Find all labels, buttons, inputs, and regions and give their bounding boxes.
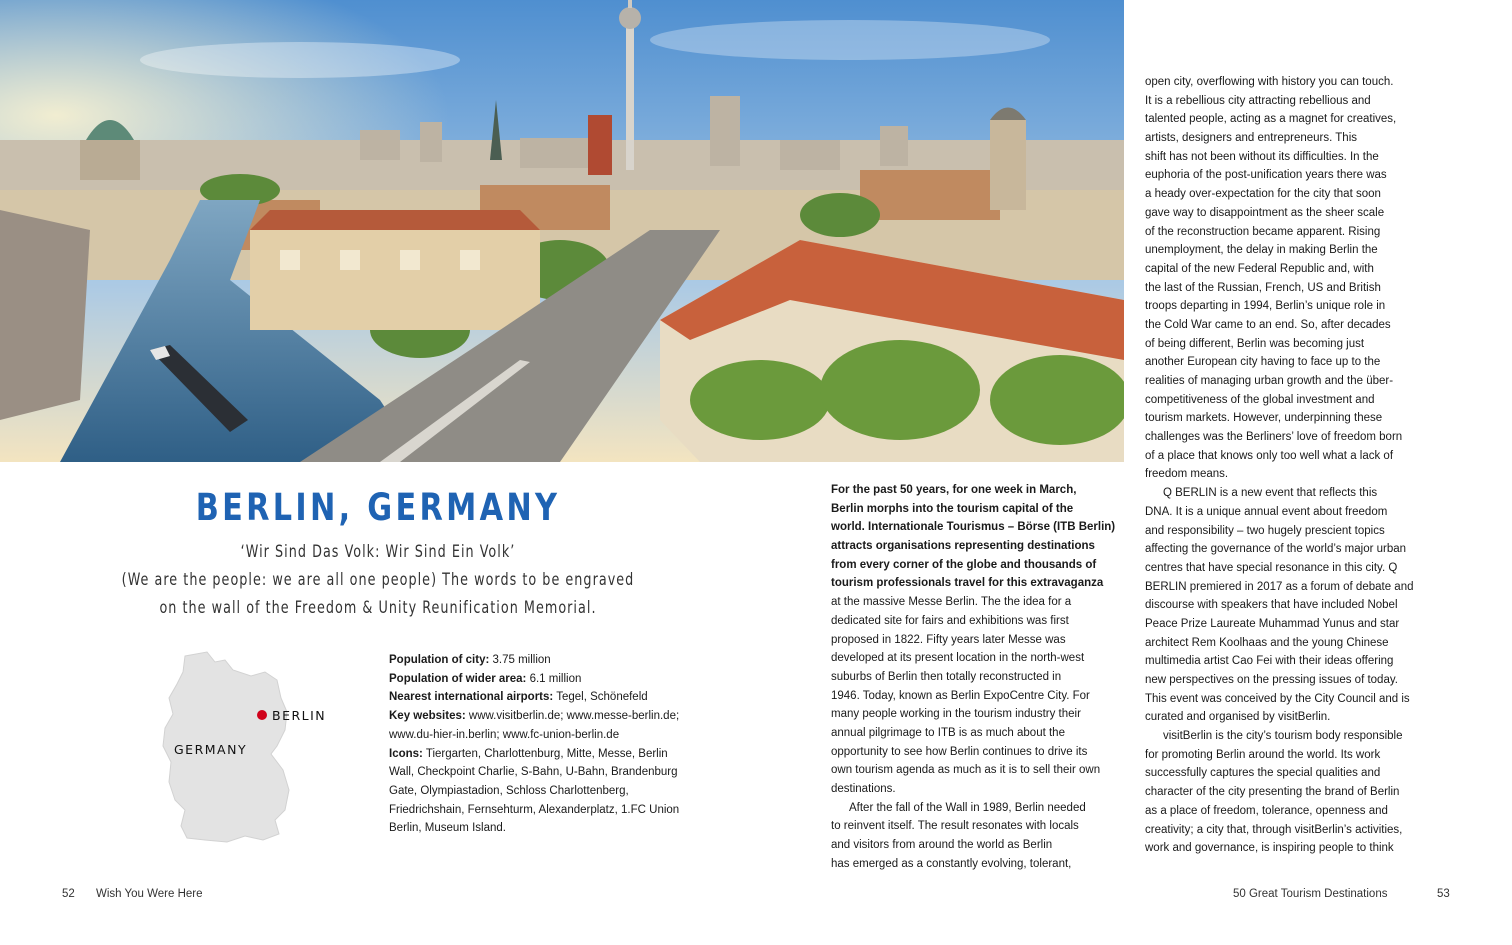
text-line: competitiveness of the global investment and [1145, 393, 1375, 406]
text-line: another European city having to face up to the [1145, 356, 1381, 369]
text-line: Berlin morphs into the tourism capital of the [831, 502, 1074, 515]
text-line: of the reconstruction became apparent. Rising [1145, 225, 1381, 238]
text-line: freedom means. [1145, 468, 1229, 481]
fact-list [389, 651, 689, 838]
body-column-2 [1145, 73, 1445, 858]
text-line: troops departing in 1994, Berlin’s unique role in [1145, 300, 1386, 313]
text-line: architect Rem Koolhaas and the young Chinese [1145, 636, 1389, 649]
text-line: and visitors from around the world as Berlin [831, 839, 1053, 852]
text-line: annual pilgrimage to ITB is as much about the [831, 726, 1065, 739]
page-title: BERLIN, GERMANY [195, 486, 561, 529]
fact-value: Tegel, Schönefeld [553, 691, 648, 704]
text-line: of being different, Berlin was becoming just [1145, 337, 1365, 350]
text-line: tourism professionals travel for this extravaganza [831, 577, 1104, 590]
left-running-title: Wish You Were Here [96, 888, 203, 900]
text-line: It is a rebellious city attracting rebellious and [1145, 94, 1371, 107]
text-line: character of the city presenting the brand of Berlin [1145, 786, 1400, 799]
text-line: new perspectives on the pressing issues of today. [1145, 674, 1398, 686]
text-line: has emerged as a constantly evolving, tolerant, [831, 857, 1072, 870]
text-line: of a place that knows only too well what a lack of [1145, 449, 1394, 462]
text-line: discourse with speakers that have included Nobel [1145, 599, 1398, 612]
text-line: realities of managing urban growth and the über- [1145, 375, 1394, 387]
right-page-number: 53 [1437, 888, 1450, 900]
text-line: challenges was the Berliners’ love of freedom born [1145, 431, 1403, 444]
text-line: for promoting Berlin around the world. Its work [1145, 748, 1381, 761]
text-line: own tourism agenda as much as it is to sell their own [831, 764, 1101, 777]
text-line: suburbs of Berlin then totally reconstructed in [831, 670, 1062, 683]
text-line: euphoria of the post-unification years there was [1145, 169, 1387, 182]
text-line: tourism markets. However, underpinning these [1145, 412, 1383, 425]
left-page-number: 52 [62, 888, 75, 900]
text-line: gave way to disappointment as the sheer scale [1145, 206, 1385, 219]
text-line: affecting the governance of the world’s major urban [1145, 543, 1407, 556]
fact-item [389, 688, 689, 707]
text-line: This event was conceived by the City Council and is [1145, 692, 1410, 705]
text-line: a heady over-expectation for the city that soon [1145, 188, 1381, 201]
text-line: work and governance, is inspiring people to think [1145, 842, 1394, 855]
fact-label: Icons: [389, 747, 423, 760]
text-line: unemployment, the delay in making Berlin the [1145, 244, 1378, 257]
text-line: visitBerlin is the city’s tourism body responsible [1163, 730, 1403, 743]
text-line: multimedia artist Cao Fei with their ideas offering [1145, 655, 1394, 668]
text-line: Peace Prize Laureate Muhammad Yunus and star [1145, 617, 1400, 630]
text-line: the Cold War came to an end. So, after decades [1145, 318, 1391, 331]
fact-item [389, 707, 689, 744]
text-line: opportunity to see how Berlin continues to drive its [831, 745, 1088, 758]
text-line: talented people, acting as a magnet for creatives, [1145, 113, 1397, 126]
text-line: DNA. It is a unique annual event about freedom [1145, 505, 1388, 518]
text-line: Q BERLIN is a new event that reflects this [1163, 487, 1378, 500]
fact-label: Population of city: [389, 654, 490, 666]
article-heading [0, 484, 756, 622]
fact-item [389, 745, 689, 839]
fact-label: Nearest international airports: [389, 691, 554, 704]
berlin-skyline-photo [0, 0, 1124, 462]
fact-label: Population of wider area: [389, 672, 527, 685]
fact-value: 6.1 million [526, 672, 582, 685]
text-line: proposed in 1822. Fifty years later Messe was [831, 633, 1066, 646]
text-line: destinations. [831, 783, 896, 795]
text-line: from every corner of the globe and thousands of [831, 558, 1097, 571]
fact-value: Tiergarten, Charlottenburg, Mitte, Messe, Berlin Wall, Checkpoint Charlie, S-Bahn, U-Bahn, Brandenburg Gate, Olympiastadion, Schloss Charlottenberg, Friedrichshain, Fernsehturm, Alexanderplatz, 1.FC Union Berlin, Museum Island. [389, 747, 680, 835]
fact-value: www.visitberlin.de; www.messe-berlin.de; www.du-hier-in.berlin; www.fc-union-berlin.de [389, 710, 680, 741]
text-line: creativity; a city that, through visitBerlin’s activities, [1145, 823, 1403, 836]
text-line: attracts organisations representing destinations [831, 540, 1095, 553]
text-line: the last of the Russian, French, US and British [1145, 281, 1381, 294]
text-line: For the past 50 years, for one week in March, [831, 484, 1077, 496]
text-line: many people working in the tourism industry their [831, 708, 1081, 721]
text-line: curated and organised by visitBerlin. [1145, 711, 1331, 724]
quote-line: (We are the people: we are all one people) The words to be engraved [121, 570, 635, 589]
text-line: 1946. Today, known as Berlin ExpoCentre City. For [831, 689, 1090, 702]
text-line: shift has not been without its difficulties. In the [1145, 150, 1379, 163]
text-line: to reinvent itself. The result resonates with locals [831, 820, 1079, 833]
text-line: dedicated site for fairs and exhibitions was first [831, 614, 1069, 627]
body-column-1 [831, 481, 1121, 873]
quote-block [53, 538, 703, 622]
map-country-label: GERMANY [174, 742, 248, 757]
fact-value: 3.75 million [489, 654, 551, 666]
text-line: at the massive Messe Berlin. The the idea for a [831, 596, 1072, 609]
text-line: as a place of freedom, tolerance, openness and [1145, 804, 1388, 817]
quote-line: on the wall of the Freedom & Unity Reunification Memorial. [159, 598, 597, 617]
text-line: successfully captures the special qualities and [1145, 767, 1381, 780]
berlin-dot [257, 710, 267, 720]
text-line: and responsibility – two hugely prescient topics [1145, 524, 1385, 537]
text-line: world. Internationale Tourismus – Börse (ITB Berlin) [831, 521, 1116, 534]
fact-item [389, 651, 689, 670]
fact-item [389, 670, 689, 689]
text-line: centres that have special resonance in this city. Q [1145, 561, 1398, 574]
right-running-title: 50 Great Tourism Destinations [1233, 888, 1388, 900]
germany-map [155, 650, 355, 850]
text-line: developed at its present location in the north-west [831, 652, 1085, 665]
map-city-label: BERLIN [272, 708, 327, 723]
text-line: open city, overflowing with history you can touch. [1145, 76, 1394, 88]
text-line: artists, designers and entrepreneurs. This [1145, 132, 1358, 145]
quote-line: ‘Wir Sind Das Volk: Wir Sind Ein Volk’ [240, 542, 516, 561]
text-line: capital of the new Federal Republic and, with [1145, 262, 1374, 275]
fact-label: Key websites: [389, 710, 466, 723]
text-line: BERLIN premiered in 2017 as a forum of debate and [1145, 580, 1414, 593]
text-line: After the fall of the Wall in 1989, Berlin needed [849, 801, 1086, 814]
